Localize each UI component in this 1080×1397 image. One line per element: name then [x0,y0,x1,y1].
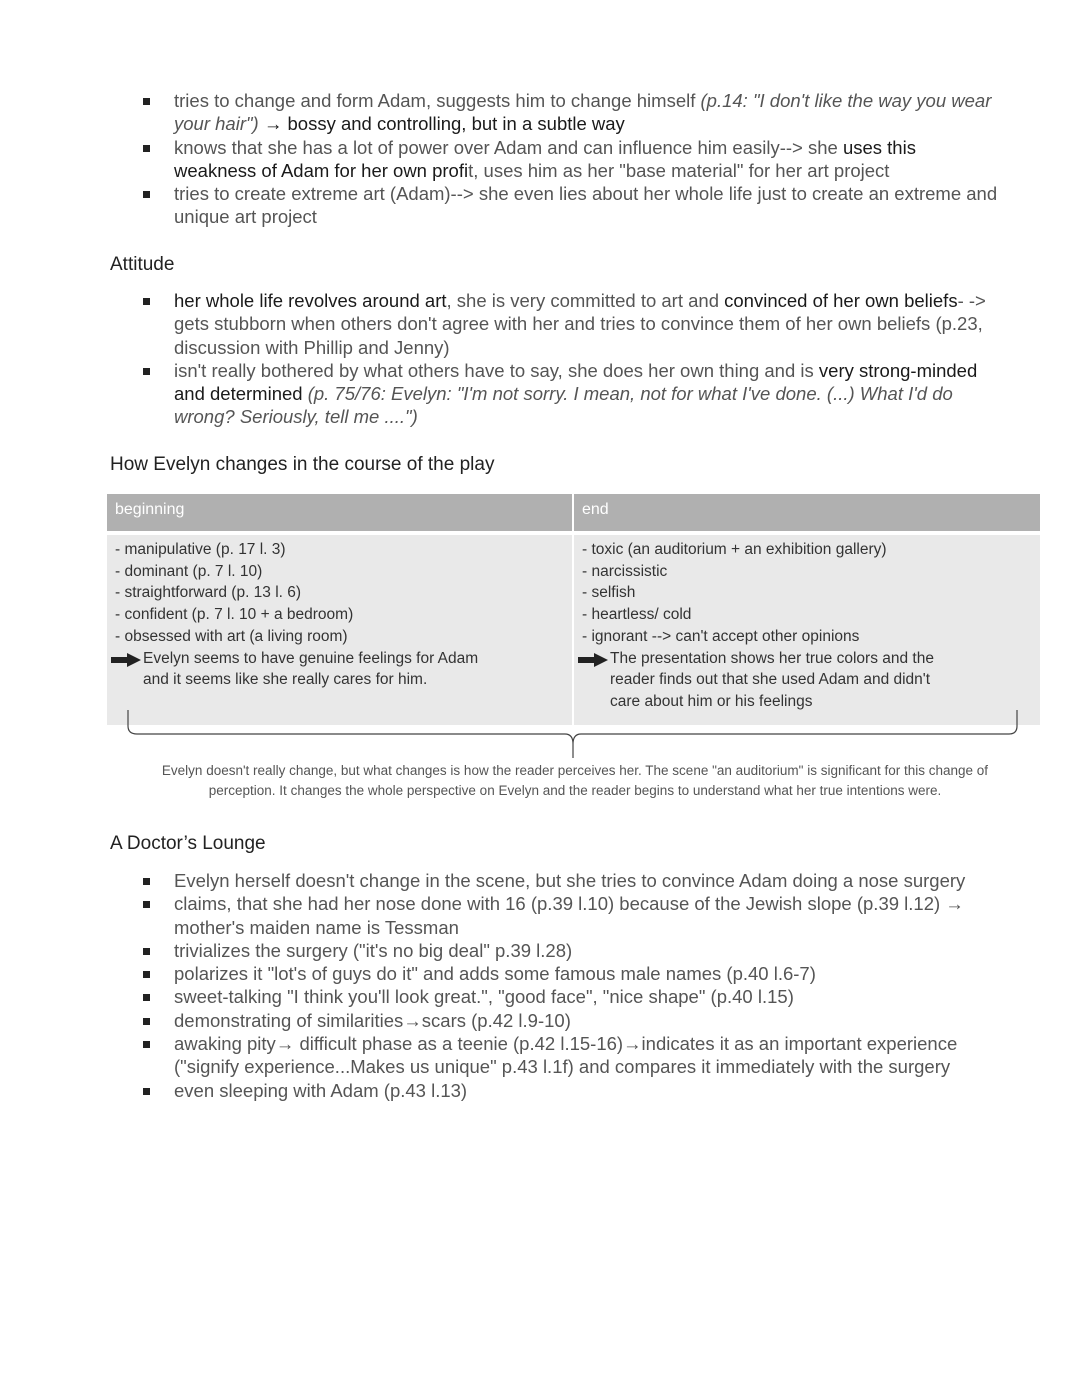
trait-line: - dominant (p. 7 l. 10) [115,562,263,580]
conclusion-line: and it seems like she really cares for him. [143,671,428,689]
summary-line: Evelyn doesn't really change, but what changes is how the reader perceives her. The scene "an auditorium" is significant for this change of [161,763,989,778]
list-item: trivializes the surgery ("it's no big deal" p.39 l.28) [140,939,1000,962]
trait-line: - manipulative (p. 17 l. 3) [115,541,286,558]
table-cell-beginning [107,535,572,725]
trait-line: - obsessed with art (a living room) [115,627,348,645]
attitude-bullet-list [140,289,1000,429]
list-item: awaking pity→ difficult phase as a teenie (p.42 l.15-16)→indicates it as an important experience ("signify experience...Makes us unique" p.43 l.1f) and compares it immediately with the surgery [140,1032,1000,1079]
table-header-end: end [574,494,1040,531]
text-segment: uses this weakness of Adam for her own profi [174,136,916,181]
conclusion-text: Evelyn seems to have genuine feelings for Adam [143,649,479,667]
text-segment: bossy and controlling, but in a subtle way [287,113,625,135]
trait-line: - toxic (an auditorium + an exhibition gallery) [582,541,887,558]
conclusion-text: The presentation shows her true colors and the [610,649,934,667]
text-segment: - -> gets stubborn when others don't agree with her and tries to convince them of her own beliefs (p.23, discussion with Phillip and Jenny) [174,290,986,358]
changes-table [107,494,1040,725]
table-header-beginning: beginning [107,494,572,531]
trait-line: - narcissistic [582,562,668,580]
changes-heading: How Evelyn changes in the course of the play [110,454,495,475]
text-segment: knows that she has a lot of power over Adam and can influence him easily--> she [174,136,843,158]
trait-line: - confident (p. 7 l. 10 + a bedroom) [115,606,354,624]
list-item: sweet-talking "I think you'll look great.", "good face", "nice shape" (p.40 l.15) [140,985,1000,1008]
list-item [140,289,1000,359]
trait-line: - heartless/ cold [582,606,692,624]
trait-line: - selfish [582,584,636,602]
text-segment: very strong-minded and determined [174,359,978,405]
text-segment: → [258,113,288,135]
curly-brace-icon [127,710,1019,760]
trait-line: - straightforward (p. 13 l. 6) [115,584,302,602]
attitude-heading: Attitude [110,254,175,275]
list-item [140,89,1000,136]
text-segment: t, uses him as her "base material" for her art project [468,159,890,181]
list-item: claims, that she had her nose done with 16 (p.39 l.10) because of the Jewish slope (p.39 l.12) → mother's maiden name is Tessman [140,892,1000,939]
list-item: Evelyn herself doesn't change in the scene, but she tries to convince Adam doing a nose surgery [140,869,1000,892]
conclusion-line [115,648,572,670]
list-item [140,182,1000,229]
text-segment: (p.14: "I don't like the way you wear your hair") [174,90,992,135]
arrow-right-icon [578,653,608,667]
text-segment: tries to change and form Adam, suggests him to change himself [174,90,701,111]
table-cell-end [574,535,1040,725]
text-segment: her whole life revolves around art [174,290,447,311]
conclusion-line: reader finds out that she used Adam and didn't [610,671,931,689]
trait-line: - ignorant --> can't accept other opinions [582,627,860,645]
summary-line: perception. It changes the whole perspective on Evelyn and the reader begins to understand what her true intentions were. [208,782,942,798]
text-segment: , she is very committed to art and [446,290,725,311]
arrow-right-icon [111,653,141,667]
list-item: polarizes it "lot's of guys do it" and adds some famous male names (p.40 l.6-7) [140,962,1000,985]
text-segment: isn't really bothered by what others have to say, she does her own thing and is [174,359,819,381]
conclusion-line: care about him or his feelings [610,692,813,710]
list-item: even sleeping with Adam (p.43 l.13) [140,1079,1000,1102]
text-segment: tries to create extreme art (Adam)--> she even lies about her whole life just to create an extreme and unique art project [174,183,998,228]
list-item [140,136,1000,183]
list-item: demonstrating of similarities→scars (p.42 l.9-10) [140,1009,1000,1032]
text-segment: convinced of her own beliefs [724,290,958,311]
doctors-lounge-heading: A Doctor’s Lounge [110,833,266,854]
conclusion-line [582,648,1040,670]
changes-summary [120,761,1030,800]
doctors-lounge-bullet-list [140,869,1000,1102]
text-segment: (p. 75/76: Evelyn: "I'm not sorry. I mean, not for what I've done. (...) What I'd do wrong? Seriously, tell me ....") [174,383,953,428]
intro-bullet-list [140,89,1000,229]
list-item [140,359,1000,429]
